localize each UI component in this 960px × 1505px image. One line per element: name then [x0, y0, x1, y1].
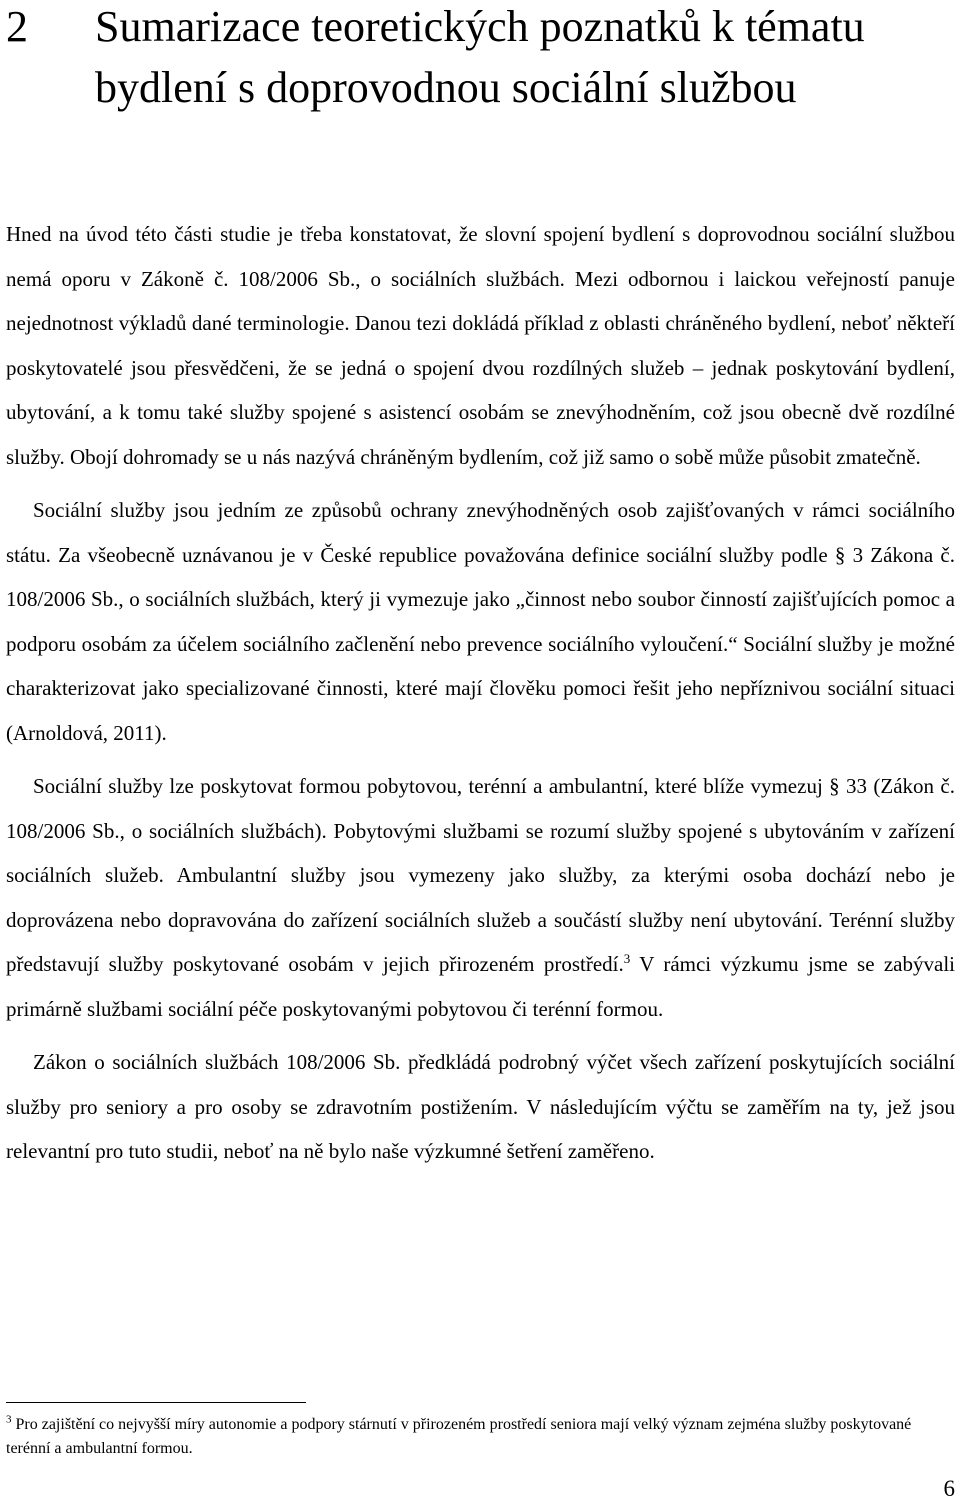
- paragraph-3-text: Sociální služby lze poskytovat formou pobytovou, terénní a ambulantní, které blíže vymezuj § 33 (Zákon č. 108/2006 Sb., o sociálních službách). Pobytovými službami se rozumí služby spojené s ubytováním v zařízení sociálních služeb. Ambulantní služby jsou vymezeny jako služby, za kterými osoba dochází nebo je doprovázena nebo dopravována do zařízení sociálních služeb a součástí služby není ubytování. Terénní služby představují služby poskytované osobám v jejich přirozeném prostředí.: [6, 774, 955, 976]
- body-text: [6, 212, 955, 1183]
- paragraph-1: Hned na úvod této části studie je třeba konstatovat, že slovní spojení bydlení s doprovodnou sociální službou nemá oporu v Zákoně č. 108/2006 Sb., o sociálních službách. Mezi odbornou i laickou veřejností panuje nejednotnost výkladů dané terminologie. Danou tezi dokládá příklad z oblasti chráněného bydlení, neboť někteří poskytovatelé jsou přesvědčeni, že se jedná o spojení dvou rozdílných služeb – jednak poskytování bydlení, ubytování, a k tomu také služby spojené s asistencí osobám se znevýhodněním, což jsou obecně dvě rozdílné služby. Obojí dohromady se u nás nazývá chráněným bydlením, což již samo o sobě může působit zmatečně.: [6, 222, 955, 469]
- footnote: [6, 1413, 951, 1461]
- paragraph-4: Zákon o sociálních službách 108/2006 Sb. předkládá podrobný výčet všech zařízení poskytujících sociální služby pro seniory a pro osoby se zdravotním postižením. V následujícím výčtu se zaměřím na ty, jež jsou relevantní pro tuto studii, neboť na ně bylo naše výzkumné šetření zaměřeno.: [6, 1050, 955, 1163]
- paragraph-2: Sociální služby jsou jedním ze způsobů ochrany znevýhodněných osob zajišťovaných v rámci sociálního státu. Za všeobecně uznávanou je v České republice považována definice sociální služby podle § 3 Zákona č. 108/2006 Sb., o sociálních službách, který ji vymezuje jako „činnost nebo soubor činností zajišťujících pomoc a podporu osobám za účelem sociálního začlenění nebo prevence sociálního vyloučení.“ Sociální služby je možné charakterizovat jako specializované činnosti, které mají člověku pomoci řešit jeho nepříznivou sociální situaci (Arnoldová, 2011).: [6, 498, 955, 745]
- footnote-divider: [6, 1402, 306, 1403]
- paragraph-3-continuation: V rámci výzkumu jsme se zabývali primárně službami sociální péče poskytovanými pobytovou či terénní formou.: [6, 952, 955, 1021]
- chapter-number: 2: [6, 2, 28, 51]
- footnote-reference[interactable]: 3: [623, 951, 631, 966]
- footnote-text: Pro zajištění co nejvyšší míry autonomie a podpory stárnutí v přirozeném prostředí seniora mají velký význam zejména služby poskytované terénní a ambulantní formou.: [6, 1416, 912, 1457]
- chapter-title: Sumarizace teoretických poznatků k tématu bydlení s doprovodnou sociální službou: [95, 2, 865, 112]
- footnote-number: 3: [6, 1413, 12, 1426]
- page-number: 6: [943, 1476, 955, 1501]
- paragraph-3: [6, 764, 955, 1031]
- chapter-heading: [6, 0, 946, 118]
